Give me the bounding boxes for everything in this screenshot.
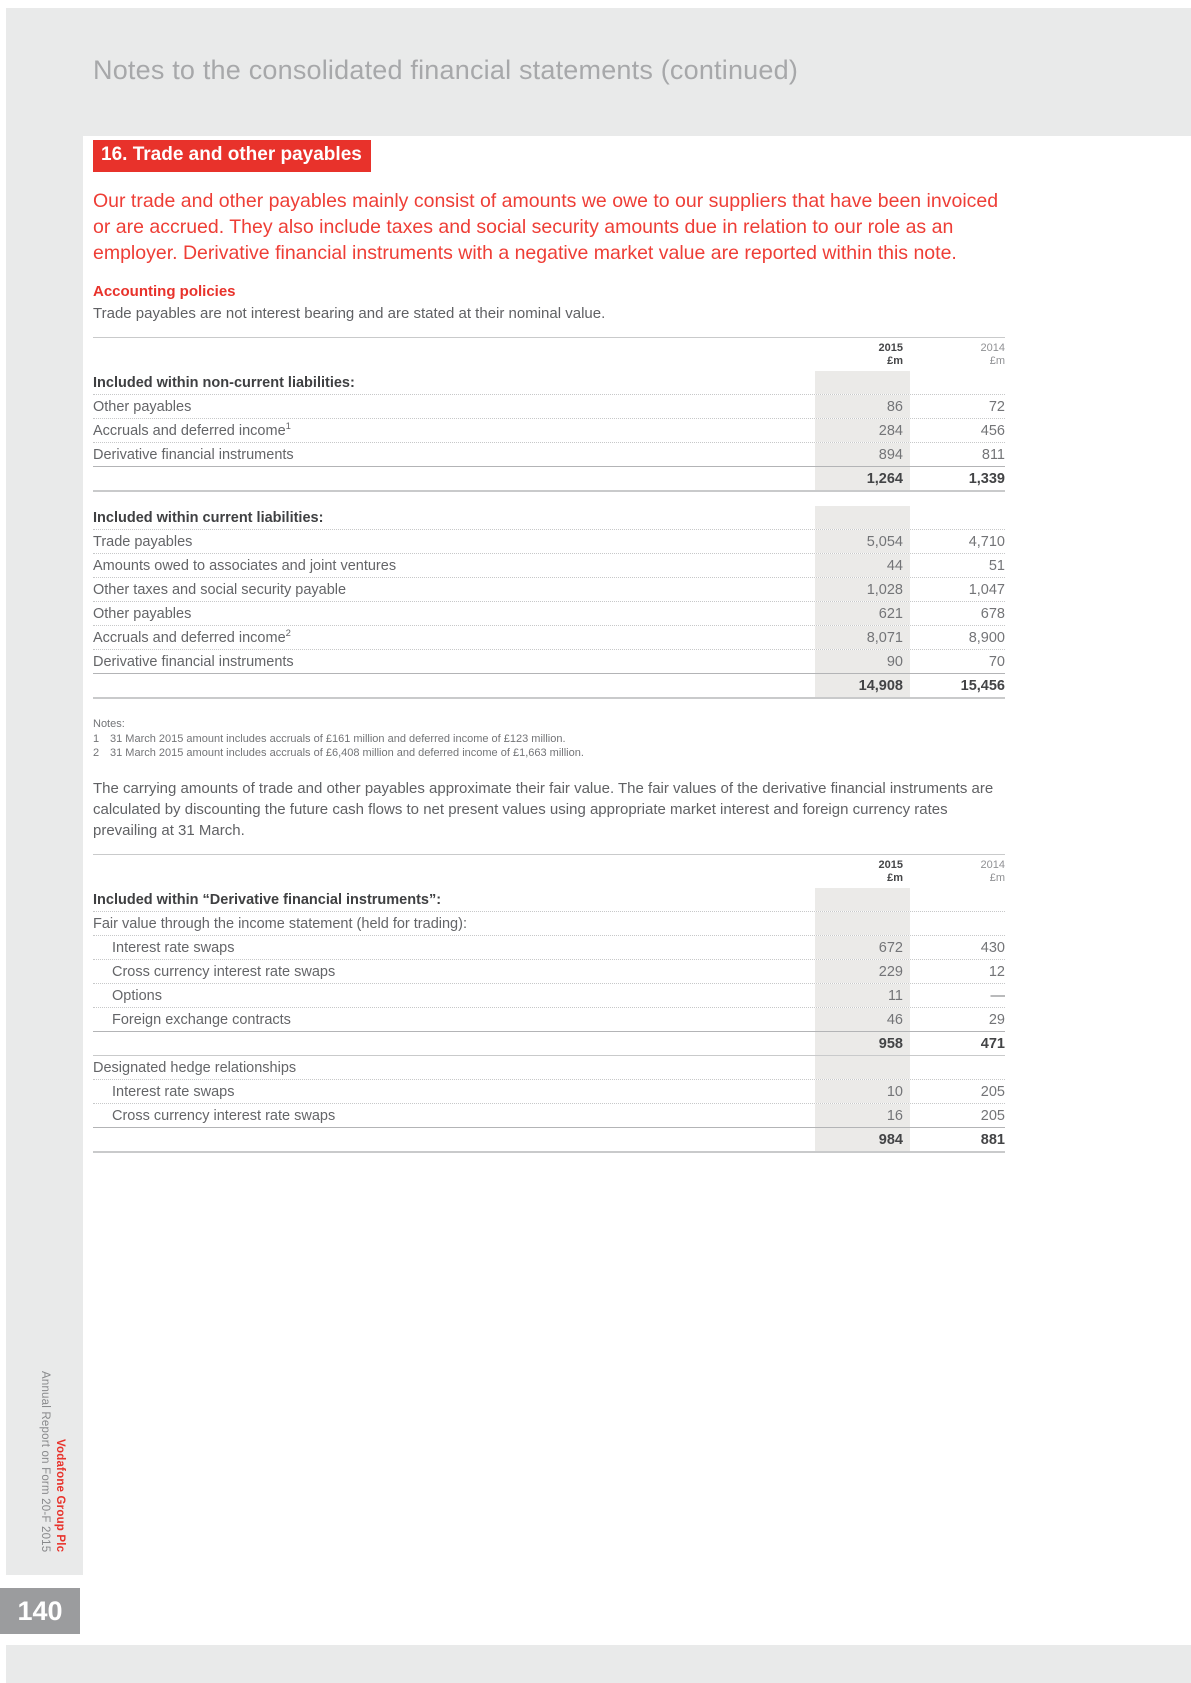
total-2015: 958 (815, 1032, 910, 1055)
value-2014: 29 (988, 1011, 1005, 1028)
section-heading: Included within non-current liabilities: (93, 375, 355, 391)
value-2014: 1,047 (968, 582, 1005, 598)
value-2015: 90 (815, 650, 910, 673)
value-2014: 678 (980, 606, 1005, 622)
table-row (93, 935, 1005, 959)
footnote-text: 31 March 2015 amount includes accruals of £161 million and deferred income of £123 million. (110, 732, 566, 745)
note-16-content (93, 140, 1005, 1153)
row-label: Interest rate swaps (112, 939, 235, 956)
value-2015: 86 (815, 395, 910, 418)
value-2014: 51 (988, 558, 1005, 574)
value-2014: 70 (988, 654, 1005, 670)
total-2014: 15,456 (960, 678, 1005, 694)
value-2015: 284 (815, 419, 910, 442)
table-row (93, 418, 1005, 442)
table-row (93, 577, 1005, 601)
column-header-2015: 2015 £m (878, 858, 903, 884)
table-row (93, 1103, 1005, 1127)
footnote (93, 732, 1005, 747)
table-total-row (93, 1127, 1005, 1153)
value-2015 (815, 888, 910, 911)
total-2015: 14,908 (815, 674, 910, 697)
section-total-row (93, 466, 1005, 492)
sidebar-report-text: Annual Report on Form 20-F 2015 (39, 1370, 51, 1552)
value-2014: 8,900 (968, 630, 1005, 646)
row-label: Cross currency interest rate swaps (112, 963, 336, 980)
row-label: Options (112, 987, 162, 1004)
value-2015: 16 (815, 1104, 910, 1127)
value-2014: 205 (980, 1107, 1005, 1124)
group-label: Designated hedge relationships (93, 1059, 297, 1076)
value-2014: 205 (980, 1083, 1005, 1100)
group-label-row (93, 911, 1005, 935)
row-label (93, 674, 815, 697)
value-2014: 72 (988, 399, 1005, 415)
table-row (93, 553, 1005, 577)
table-row (93, 442, 1005, 466)
total-2015: 984 (815, 1128, 910, 1151)
total-2014: 471 (980, 1035, 1005, 1052)
column-header-2015: 2015 £m (878, 342, 903, 367)
section-heading: Included within “Derivative financial instruments”: (93, 891, 442, 908)
table-row (93, 983, 1005, 1007)
row-label: Other payables (93, 399, 192, 415)
table-row (93, 649, 1005, 673)
table-row (93, 1007, 1005, 1031)
value-2014: 12 (988, 963, 1005, 980)
row-label: Derivative financial instruments (93, 447, 294, 463)
row-label: Foreign exchange contracts (112, 1011, 291, 1028)
table-row (93, 625, 1005, 649)
footnote-marker: 2 (285, 628, 291, 640)
row-label (93, 1032, 815, 1055)
value-2014: 4,710 (968, 534, 1005, 550)
row-label (93, 467, 815, 490)
column-header-2014: 2014 £m (980, 342, 1005, 367)
row-label: Accruals and deferred income$^2$ (93, 628, 291, 646)
section-gap (93, 492, 1005, 506)
note-title-banner: 16. Trade and other payables (93, 140, 371, 172)
footer-band (6, 1645, 1191, 1683)
row-label: Other taxes and social security payable (93, 582, 347, 598)
column-header-2014: 2014 £m (980, 858, 1005, 884)
value-2014: 456 (980, 423, 1005, 439)
total-2014: 881 (980, 1131, 1005, 1148)
derivatives-table (93, 854, 1005, 1153)
value-2015: 229 (815, 960, 910, 983)
footnote-number: 1 (93, 732, 100, 745)
footnote-marker: 1 (285, 421, 291, 433)
section-heading-row (93, 371, 1005, 394)
accounting-policies-heading: Accounting policies (93, 283, 236, 300)
section-heading-row (93, 888, 1005, 911)
row-label: Derivative financial instruments (93, 654, 294, 670)
row-label: Amounts owed to associates and joint ventures (93, 558, 397, 574)
value-2015: 672 (815, 936, 910, 959)
document-header-title: Notes to the consolidated financial statements (continued) (93, 55, 799, 85)
group-label-row (93, 1055, 1005, 1079)
value-2015 (815, 912, 910, 935)
value-2015: 5,054 (815, 530, 910, 553)
footnote-text: 31 March 2015 amount includes accruals of £6,408 million and deferred income of £1,663 million. (110, 747, 584, 759)
row-label: Interest rate swaps (112, 1083, 235, 1100)
row-label (93, 1128, 815, 1151)
table-footnotes (93, 717, 1005, 761)
value-2014: 811 (981, 447, 1005, 463)
value-2015: 11 (815, 984, 910, 1007)
row-label: Cross currency interest rate swaps (112, 1107, 336, 1124)
accounting-policies-text: Trade payables are not interest bearing and are stated at their nominal value. (93, 305, 606, 322)
fair-value-paragraph: The carrying amounts of trade and other payables approximate their fair value. The fair values of the derivative financial instruments are calculated by discounting the future cash flows to net present values using appropriate market interest and foreign currency rates prevailing at 31 March. (93, 779, 994, 839)
value-2014 (910, 912, 1005, 935)
total-2015: 1,264 (815, 467, 910, 490)
group-total-row (93, 1031, 1005, 1055)
value-2015: 10 (815, 1080, 910, 1103)
value-2014 (910, 506, 1005, 529)
value-2015 (815, 506, 910, 529)
row-label: Accruals and deferred income$^1$ (93, 421, 291, 439)
row-label: Other payables (93, 606, 192, 622)
section-total-row (93, 673, 1005, 699)
value-2014 (910, 888, 1005, 911)
value-2014: — (990, 987, 1005, 1004)
value-2015: 621 (815, 602, 910, 625)
group-label: Fair value through the income statement (held for trading): (93, 915, 467, 932)
page-number-badge (0, 1588, 80, 1634)
value-2015: 44 (815, 554, 910, 577)
footnote (93, 746, 1005, 761)
section-heading-row (93, 506, 1005, 529)
total-2014: 1,339 (968, 471, 1005, 487)
value-2015: 894 (815, 443, 910, 466)
sidebar-brand-text: Vodafone Group Plc (54, 1438, 66, 1552)
value-2015 (815, 371, 910, 394)
table-column-headers (93, 337, 1005, 371)
value-2014 (910, 1056, 1005, 1079)
table-row (93, 601, 1005, 625)
value-2015 (815, 1056, 910, 1079)
row-label: Trade payables (93, 534, 193, 550)
table-row (93, 529, 1005, 553)
footnotes-heading: Notes: (93, 718, 125, 730)
value-2015: 8,071 (815, 626, 910, 649)
left-margin-band (6, 8, 83, 1575)
payables-table (93, 337, 1005, 699)
table-row (93, 1079, 1005, 1103)
table-column-headers (93, 854, 1005, 888)
value-2015: 46 (815, 1008, 910, 1031)
section-heading: Included within current liabilities: (93, 510, 324, 526)
table-row (93, 394, 1005, 418)
table-row (93, 959, 1005, 983)
value-2015: 1,028 (815, 578, 910, 601)
note-intro-paragraph: Our trade and other payables mainly consist of amounts we owe to our suppliers that have been invoiced or are accrued. They also include taxes and social security amounts due in relation to our role as an employer. Derivative financial instruments with a negative market value are reported within this note. (93, 190, 999, 264)
value-2014: 430 (980, 939, 1005, 956)
value-2014 (910, 371, 1005, 394)
footnote-number: 2 (93, 747, 100, 759)
page-number: 140 (17, 1595, 63, 1626)
